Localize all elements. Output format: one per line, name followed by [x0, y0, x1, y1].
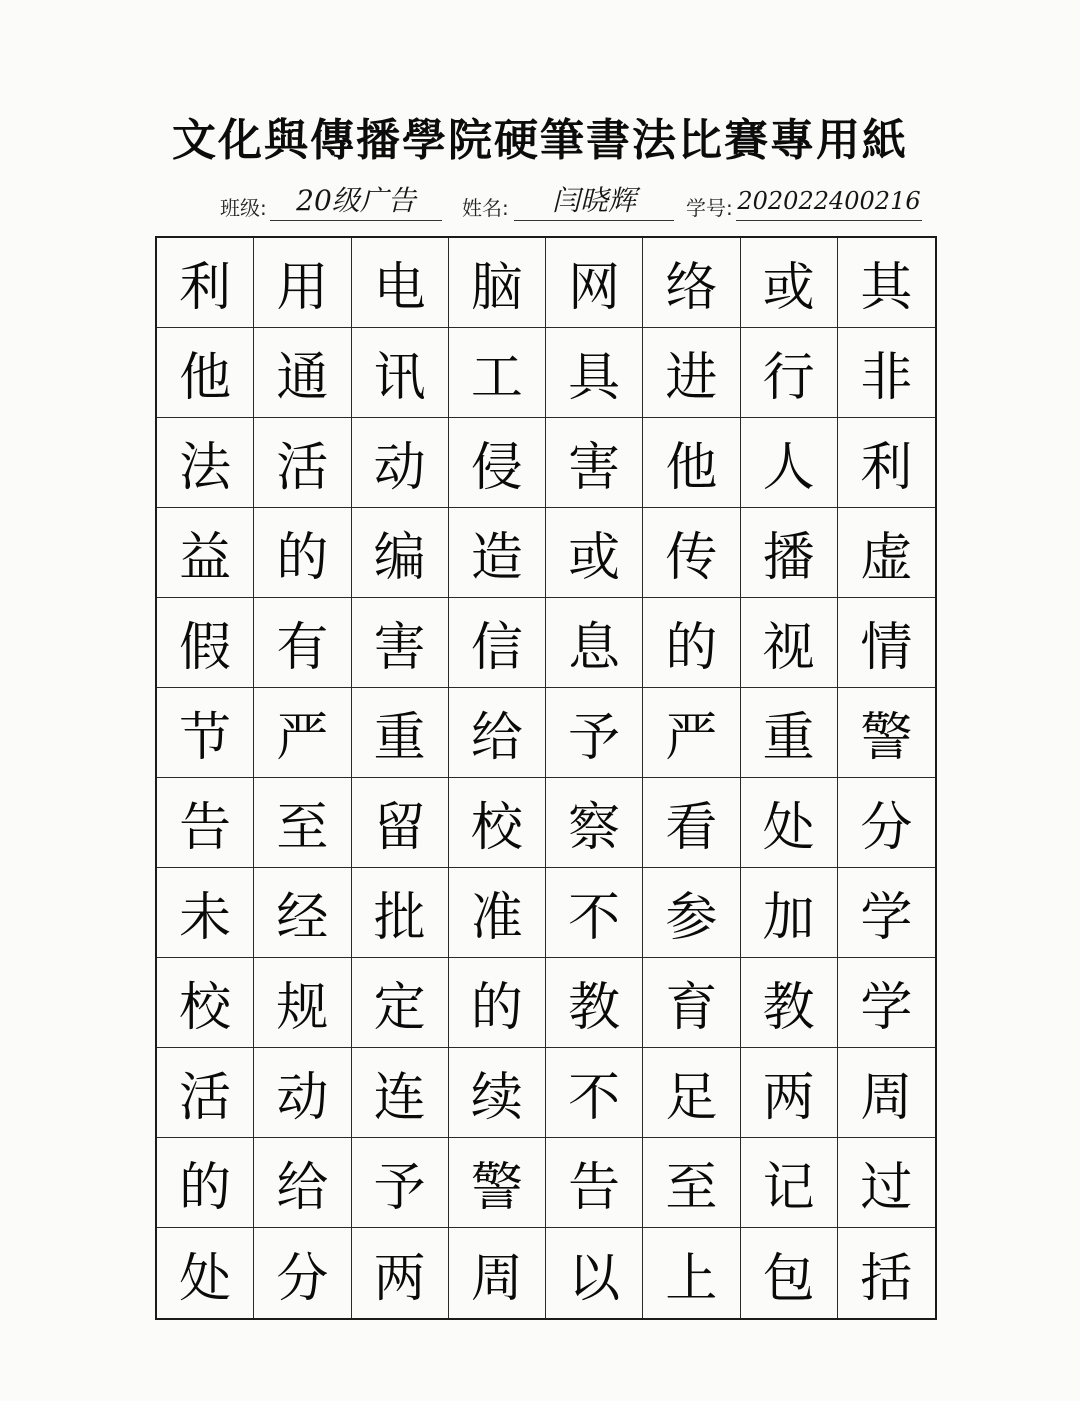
grid-cell: 他 [157, 328, 254, 418]
grid-cell: 连 [352, 1048, 449, 1138]
grid-cell: 育 [643, 958, 740, 1048]
grid-cell: 予 [352, 1138, 449, 1228]
grid-cell: 他 [643, 418, 740, 508]
grid-cell: 续 [449, 1048, 546, 1138]
grid-cell: 告 [546, 1138, 643, 1228]
grid-cell: 加 [741, 868, 838, 958]
grid-cell: 分 [254, 1228, 351, 1318]
grid-cell: 经 [254, 868, 351, 958]
grid-cell: 严 [254, 688, 351, 778]
grid-cell: 人 [741, 418, 838, 508]
grid-cell: 法 [157, 418, 254, 508]
grid-cell: 息 [546, 598, 643, 688]
grid-cell: 造 [449, 508, 546, 598]
grid-cell: 批 [352, 868, 449, 958]
grid-cell: 网 [546, 238, 643, 328]
grid-cell: 节 [157, 688, 254, 778]
grid-cell: 定 [352, 958, 449, 1048]
grid-cell: 至 [254, 778, 351, 868]
grid-cell: 编 [352, 508, 449, 598]
grid-cell: 视 [741, 598, 838, 688]
grid-cell: 看 [643, 778, 740, 868]
grid-cell: 情 [838, 598, 935, 688]
grid-cell: 给 [449, 688, 546, 778]
grid-cell: 虚 [838, 508, 935, 598]
grid-cell: 记 [741, 1138, 838, 1228]
grid-cell: 警 [838, 688, 935, 778]
grid-cell: 传 [643, 508, 740, 598]
grid-cell: 周 [838, 1048, 935, 1138]
grid-cell: 两 [741, 1048, 838, 1138]
grid-cell: 包 [741, 1228, 838, 1318]
grid-cell: 上 [643, 1228, 740, 1318]
grid-cell: 校 [157, 958, 254, 1048]
class-value: 20级广告 [270, 182, 442, 221]
grid-cell: 害 [546, 418, 643, 508]
grid-cell: 或 [546, 508, 643, 598]
grid-cell: 予 [546, 688, 643, 778]
grid-cell: 括 [860, 1248, 913, 1309]
grid-cell: 给 [254, 1138, 351, 1228]
grid-cell: 侵 [449, 418, 546, 508]
grid-cell: 处 [157, 1228, 254, 1318]
grid-cell: 讯 [352, 328, 449, 418]
grid-cell: 重 [352, 688, 449, 778]
name-label: 姓名: [462, 196, 509, 220]
grid-cell: 活 [254, 418, 351, 508]
grid-cell: 信 [449, 598, 546, 688]
grid-cell: 通 [254, 328, 351, 418]
grid-cell: 其 [838, 238, 935, 328]
grid-cell: 工 [449, 328, 546, 418]
grid-cell: 未 [157, 868, 254, 958]
grid-cell: 教 [546, 958, 643, 1048]
grid-cell: 教 [741, 958, 838, 1048]
grid-cell: 动 [352, 418, 449, 508]
grid-cell: 的 [449, 958, 546, 1048]
grid-cell: 警 [449, 1138, 546, 1228]
grid-cell: 活 [157, 1048, 254, 1138]
grid-cell: 严 [643, 688, 740, 778]
page-title: 文化與傳播學院硬筆書法比賽專用紙 [172, 115, 908, 166]
class-label: 班级: [220, 196, 267, 220]
grid-cell: 至 [643, 1138, 740, 1228]
grid-cell: 两 [352, 1228, 449, 1318]
grid-cell: 利 [838, 418, 935, 508]
grid-cell: 动 [254, 1048, 351, 1138]
grid-cell: 留 [352, 778, 449, 868]
grid-cell: 分 [838, 778, 935, 868]
character-grid [155, 236, 937, 1320]
student-info-row [0, 182, 1080, 232]
grid-cell: 告 [157, 778, 254, 868]
grid-cell: 规 [254, 958, 351, 1048]
grid-cell: 学 [838, 958, 935, 1048]
grid-cell: 用 [254, 238, 351, 328]
grid-cell: 的 [157, 1138, 254, 1228]
grid-cell: 进 [643, 328, 740, 418]
grid-cell: 校 [449, 778, 546, 868]
grid-cell: 电 [352, 238, 449, 328]
grid-cell: 脑 [449, 238, 546, 328]
grid-cell: 学 [838, 868, 935, 958]
name-value: 闫晓辉 [514, 182, 674, 221]
grid-cell: 或 [741, 238, 838, 328]
grid-cell: 察 [546, 778, 643, 868]
grid-cell: 的 [643, 598, 740, 688]
grid-cell: 周 [449, 1228, 546, 1318]
grid-cell: 足 [643, 1048, 740, 1138]
grid-cell: 的 [254, 508, 351, 598]
grid-cell: 益 [157, 508, 254, 598]
grid-cell: 络 [643, 238, 740, 328]
student-id-label: 学号: [686, 196, 733, 220]
grid-cell: 播 [741, 508, 838, 598]
grid-cell: 害 [352, 598, 449, 688]
grid-cell: 重 [741, 688, 838, 778]
grid-cell: 参 [643, 868, 740, 958]
grid-cell: 行 [741, 328, 838, 418]
grid-cell: 不 [546, 868, 643, 958]
grid-cell: 利 [157, 238, 254, 328]
grid-cell: 准 [449, 868, 546, 958]
grid-cell: 处 [741, 778, 838, 868]
student-id-value: 202022400216 [736, 182, 922, 221]
grid-cell: 不 [546, 1048, 643, 1138]
grid-cell: 非 [838, 328, 935, 418]
grid-cell: 假 [157, 598, 254, 688]
grid-cell: 过 [838, 1138, 935, 1228]
grid-cell: 有 [254, 598, 351, 688]
grid-cell: 具 [546, 328, 643, 418]
grid-cell: 以 [546, 1228, 643, 1318]
